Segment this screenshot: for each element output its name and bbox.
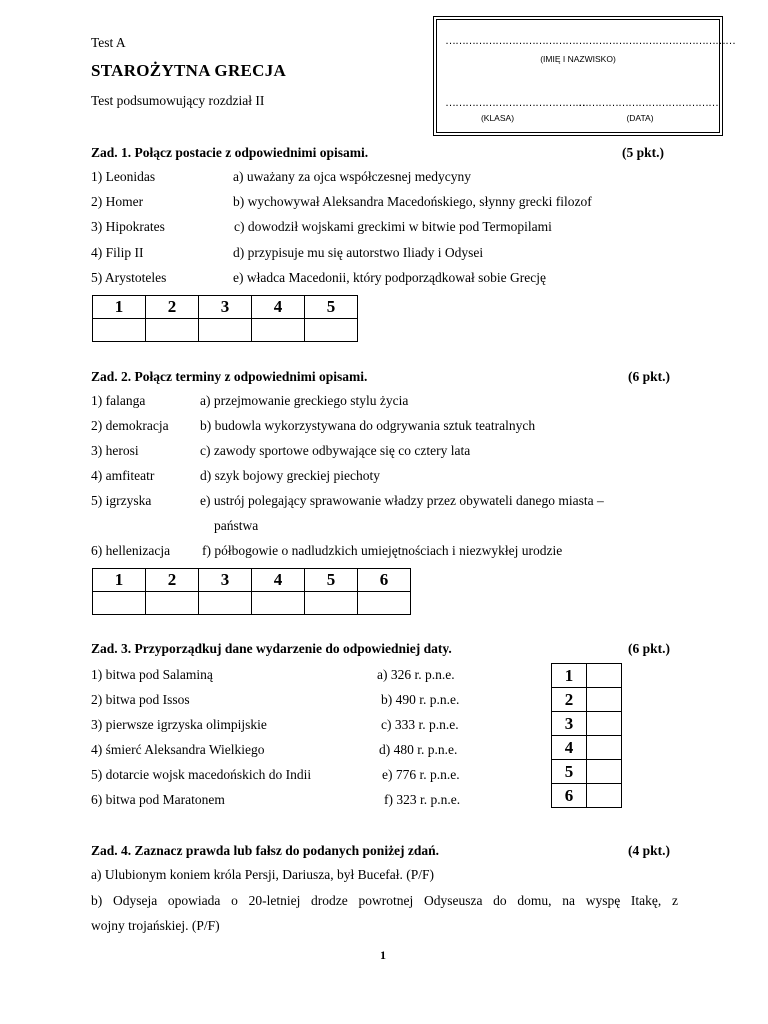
task3-answer-cell[interactable] [587,736,622,760]
task2-table-header: 5 [305,569,358,592]
task3-table-number: 1 [552,664,587,688]
task3-event: 2) bitwa pod Issos [91,692,190,707]
task2-left-item: 5) igrzyska [91,493,152,508]
task3-table-number: 2 [552,688,587,712]
task2-left-item: 1) falanga [91,393,146,408]
task1-right-item: d) przypisuje mu się autorstwo Iliady i Odysei [233,245,484,260]
task4-points: (4 pkt.) [628,843,671,858]
task2-right-item: d) szyk bojowy greckiej piechoty [200,468,380,483]
class-field[interactable]: …………………………………… [445,97,585,109]
task1-right-item: a) uważany za ojca współczesnej medycyny [233,169,472,184]
task2-left-item: 6) hellenizacja [91,543,171,558]
task2-answer-cell[interactable] [146,592,199,615]
task3-answer-table [551,663,622,808]
task3-event: 1) bitwa pod Salaminą [91,667,213,682]
task4-sentence-b-line1: b) Odyseja opowiada o 20-letniej drodze powrotnej Odyseusza do domu, na wyspę Itakę, z [91,893,678,908]
task3-table-number: 5 [552,760,587,784]
task3-date: f) 323 r. p.n.e. [384,792,461,807]
task3-heading: Zad. 3. Przyporządkuj dane wydarzenie do odpowiedniej daty. [91,641,452,656]
task1-left-item: 1) Leonidas [91,169,156,184]
task1-answer-cell[interactable] [252,319,305,342]
task2-answer-cell[interactable] [199,592,252,615]
task1-table-header: 5 [305,296,358,319]
task3-table-number: 6 [552,784,587,808]
task2-right-item: c) zawody sportowe odbywające się co cztery lata [200,443,471,458]
task3-answer-cell[interactable] [587,784,622,808]
task3-answer-cell[interactable] [587,712,622,736]
page-subtitle: Test podsumowujący rozdział II [91,93,265,108]
task1-right-item: e) władca Macedonii, który podporządkował sobie Grecję [233,270,547,285]
task3-answer-cell[interactable] [587,760,622,784]
page-title: STAROŻYTNA GRECJA [91,61,287,80]
task2-answer-cell[interactable] [305,592,358,615]
task1-answer-cell[interactable] [199,319,252,342]
task3-event: 4) śmierć Aleksandra Wielkiego [91,742,265,757]
task2-left-item: 2) demokracja [91,418,169,433]
task2-right-item: f) półbogowie o nadludzkich umiejętnościach i niezwykłej urodzie [202,543,563,558]
task1-table-header: 4 [252,296,305,319]
name-label: (IMIĘ I NAZWISKO) [540,54,616,64]
task1-answer-cell[interactable] [93,319,146,342]
task3-event: 5) dotarcie wojsk macedońskich do Indii [91,767,312,782]
task1-left-item: 5) Arystoteles [91,270,167,285]
task2-right-item: e) ustrój polegający sprawowanie władzy przez obywateli danego miasta – [200,493,604,508]
class-label: (KLASA) [480,113,515,123]
task4-heading: Zad. 4. Zaznacz prawda lub fałsz do podanych poniżej zdań. [91,843,440,858]
task1-heading: Zad. 1. Połącz postacie z odpowiednimi opisami. [91,145,369,160]
task1-left-item: 4) Filip II [91,245,144,260]
task3-date: c) 333 r. p.n.e. [381,717,459,732]
task2-answer-cell[interactable] [93,592,146,615]
task4-sentence-b-line2: wojny trojańskiej. (P/F) [91,918,220,933]
task3-answer-cell[interactable] [587,664,622,688]
task3-table-number: 3 [552,712,587,736]
task3-date: a) 326 r. p.n.e. [377,667,455,682]
task4-sentence-a: a) Ulubionym koniem króla Persji, Dariusza, był Bucefał. (P/F) [91,867,435,882]
task2-table-header: 1 [93,569,146,592]
date-field[interactable]: …………………………………… [578,97,718,109]
date-label: (DATA) [626,113,654,123]
task1-answer-table [92,295,358,342]
task2-table-header: 4 [252,569,305,592]
task2-right-item: b) budowla wykorzystywana do odgrywania sztuk teatralnych [200,418,536,433]
task3-event: 3) pierwsze igrzyska olimpijskie [91,717,267,732]
task1-table-header: 3 [199,296,252,319]
task2-answer-table [92,568,411,615]
task2-heading: Zad. 2. Połącz terminy z odpowiednimi opisami. [91,369,368,384]
test-label: Test A [91,35,126,50]
task2-table-header: 3 [199,569,252,592]
task2-table-header: 2 [146,569,199,592]
task1-right-item: b) wychowywał Aleksandra Macedońskiego, słynny grecki filozof [233,194,592,209]
task2-points: (6 pkt.) [628,369,671,384]
task1-table-header: 1 [93,296,146,319]
task3-event: 6) bitwa pod Maratonem [91,792,225,807]
task1-answer-cell[interactable] [305,319,358,342]
task2-answer-cell[interactable] [252,592,305,615]
task3-date: b) 490 r. p.n.e. [381,692,460,707]
task2-left-item: 3) herosi [91,443,139,458]
task1-left-item: 3) Hipokrates [91,219,165,234]
task2-table-header: 6 [358,569,411,592]
task3-date: d) 480 r. p.n.e. [379,742,458,757]
task2-right-continuation: państwa [214,518,259,533]
task1-left-item: 2) Homer [91,194,144,209]
task3-date: e) 776 r. p.n.e. [382,767,460,782]
task2-left-item: 4) amfiteatr [91,468,155,483]
task1-right-item: c) dowodził wojskami greckimi w bitwie pod Termopilami [234,219,552,234]
task2-answer-cell[interactable] [358,592,411,615]
task1-points: (5 pkt.) [622,145,665,160]
page-number: 1 [380,948,386,962]
task3-table-number: 4 [552,736,587,760]
name-field[interactable]: …………………………………………………………………………… [445,35,735,47]
task2-right-item: a) przejmowanie greckiego stylu życia [200,393,409,408]
task3-answer-cell[interactable] [587,688,622,712]
task1-answer-cell[interactable] [146,319,199,342]
task3-points: (6 pkt.) [628,641,671,656]
task1-table-header: 2 [146,296,199,319]
